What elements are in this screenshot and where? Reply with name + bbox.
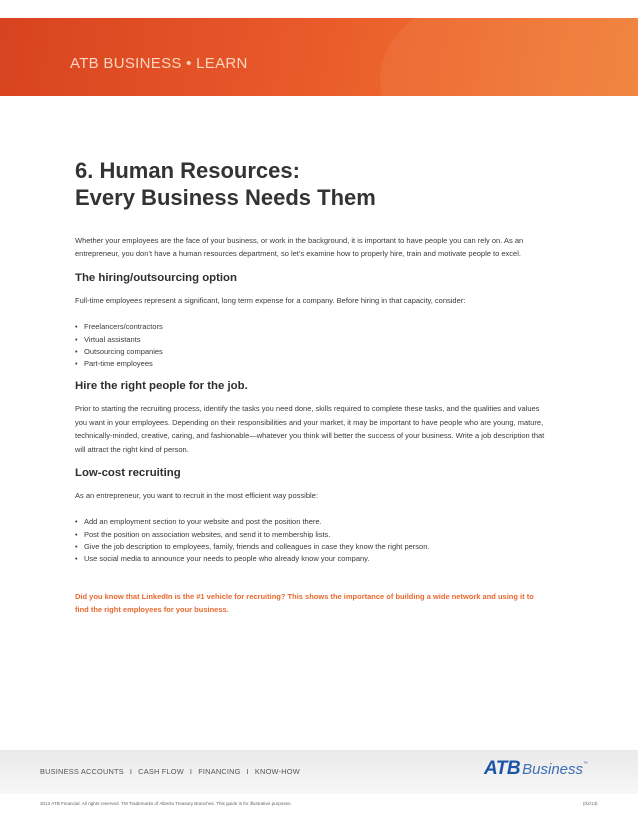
list-item: • Give the job description to employees, family, friends and colleagues in case they know the right person. — [75, 541, 545, 553]
intro-paragraph: Whether your employees are the face of your business, or work in the background, it is important to have people you can rely on. As an entrepreneur, you don’t have a human resources department, so let’s examine how to properly hire, train and motivate people to excel. — [75, 236, 524, 259]
footer-nav-know-how[interactable]: KNOW-HOW — [254, 767, 300, 776]
recruiting-paragraph: As an entrepreneur, you want to recruit in the most efficient way possible: — [75, 491, 318, 501]
nav-separator: I — [246, 767, 249, 776]
article-body — [75, 234, 545, 616]
nav-separator: I — [189, 767, 193, 776]
hiring-options-list — [75, 321, 545, 370]
nav-separator: I — [129, 767, 133, 776]
footer-nav-financing[interactable]: FINANCING — [198, 767, 241, 776]
section-heading-right-people: Hire the right people for the job. — [75, 380, 248, 393]
page-title-line-1: 6. Human Resources: — [75, 158, 300, 183]
header-banner — [0, 18, 638, 96]
recruiting-methods-list — [75, 516, 545, 565]
logo-mark: ATB — [484, 758, 521, 779]
list-item: • Add an employment section to your website and post the position there. — [75, 516, 545, 528]
list-item: • Outsourcing companies — [75, 346, 545, 358]
logo-trademark: ™ — [583, 760, 589, 767]
list-item: • Post the position on association websites, and send it to membership lists. — [75, 529, 545, 541]
page-title — [75, 157, 376, 211]
logo-word-text: Business — [522, 760, 584, 778]
legal-notice: 2013 ATB Financial. All rights reserved. TM Trademarks of Alberta Treasury Branches. This guide is for illustrative purposes. — [40, 801, 292, 806]
banner-title: ATB BUSINESS • LEARN — [70, 55, 248, 72]
section-heading-recruiting: Low-cost recruiting — [75, 467, 181, 480]
right-people-paragraph: Prior to starting the recruiting process, identify the tasks you need done, skills required to complete these tasks, and the qualities and values you want in your employees. Depending on their responsibilities and your market, it may be important to have people who are young, mature, technically-minded, creative, caring, and fashionable—whatever you think will better the success of your business. Write a job description that will attract the right kind of person. — [75, 404, 545, 454]
page-title-line-2: Every Business Needs Them — [75, 185, 376, 210]
list-item: • Freelancers/contractors — [75, 321, 545, 333]
list-item: • Use social media to announce your needs to people who already know your company. — [75, 553, 545, 565]
logo-wordmark — [522, 761, 588, 778]
footer-nav-cash-flow[interactable]: CASH FLOW — [138, 767, 184, 776]
list-item: • Virtual assistants — [75, 334, 545, 346]
document-code: (02/13) — [583, 801, 598, 806]
linkedin-callout: Did you know that LinkedIn is the #1 vehicle for recruiting? This shows the importance of building a wide network and using it to find the right employees for your business. — [75, 591, 534, 615]
atb-business-logo — [484, 758, 588, 780]
section-heading-hiring: The hiring/outsourcing option — [75, 271, 237, 284]
footer-nav-business-accounts[interactable]: BUSINESS ACCOUNTS — [40, 767, 124, 776]
footer-nav — [40, 767, 300, 776]
hiring-paragraph: Full-time employees represent a significant, long term expense for a company. Before hiring in that capacity, consider: — [75, 295, 466, 305]
list-item: • Part-time employees — [75, 358, 545, 370]
